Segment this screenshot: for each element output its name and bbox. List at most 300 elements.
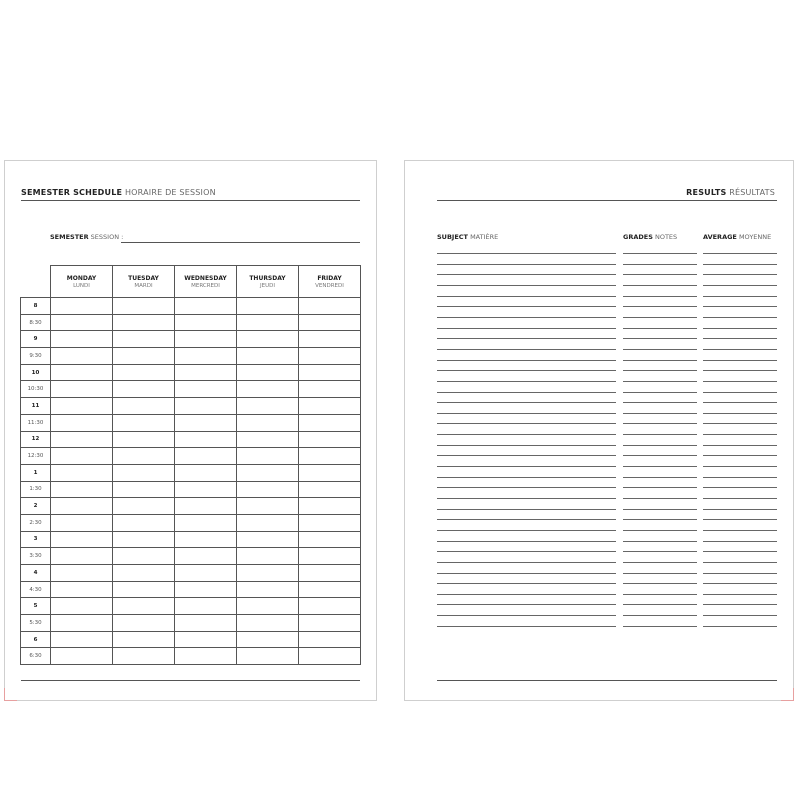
time-label: 5:30 [21, 615, 51, 632]
schedule-cell[interactable] [237, 615, 299, 632]
schedule-cell[interactable] [237, 298, 299, 315]
day-name-en: TUESDAY [128, 274, 159, 282]
time-label: 6:30 [21, 648, 51, 665]
time-row [21, 381, 361, 398]
subject-line[interactable] [437, 562, 616, 563]
subject-line[interactable] [437, 455, 616, 456]
average-line[interactable] [703, 264, 777, 265]
schedule-cell[interactable] [175, 331, 237, 348]
time-row [21, 448, 361, 465]
subject-line[interactable] [437, 466, 616, 467]
results-title-en: RESULTS [686, 188, 727, 197]
grades-line[interactable] [623, 381, 697, 382]
schedule-cell[interactable] [51, 414, 113, 431]
schedule-cell[interactable] [51, 498, 113, 515]
subject-line[interactable] [437, 285, 616, 286]
grades-header-en: GRADES [623, 233, 653, 241]
grades-line[interactable] [623, 615, 697, 616]
schedule-cell[interactable] [113, 448, 175, 465]
subject-line[interactable] [437, 392, 616, 393]
schedule-cell[interactable] [299, 615, 361, 632]
schedule-cell[interactable] [237, 565, 299, 582]
time-label: 12:30 [21, 448, 51, 465]
grades-line[interactable] [623, 519, 697, 520]
subject-line[interactable] [437, 402, 616, 403]
schedule-cell[interactable] [113, 648, 175, 665]
average-line[interactable] [703, 328, 777, 329]
subject-line[interactable] [437, 445, 616, 446]
time-row [21, 314, 361, 331]
subject-line[interactable] [437, 338, 616, 339]
grades-line[interactable] [623, 317, 697, 318]
day-name-fr: JEUDI [260, 282, 275, 289]
schedule-cell[interactable] [175, 398, 237, 415]
subject-line[interactable] [437, 317, 616, 318]
subject-line[interactable] [437, 381, 616, 382]
schedule-cell[interactable] [51, 381, 113, 398]
page-corner-mark [4, 688, 17, 701]
schedule-cell[interactable] [113, 398, 175, 415]
subject-line[interactable] [437, 626, 616, 627]
header-corner [21, 266, 51, 298]
grades-line[interactable] [623, 551, 697, 552]
semester-label-en: SEMESTER [50, 233, 89, 241]
schedule-cell[interactable] [51, 431, 113, 448]
schedule-cell[interactable] [299, 431, 361, 448]
grades-line[interactable] [623, 360, 697, 361]
subject-column-header [437, 233, 498, 241]
average-line[interactable] [703, 573, 777, 574]
average-line[interactable] [703, 509, 777, 510]
schedule-cell[interactable] [175, 481, 237, 498]
time-label: 2:30 [21, 514, 51, 531]
average-line[interactable] [703, 445, 777, 446]
time-label: 4 [21, 565, 51, 582]
results-title [686, 188, 775, 197]
average-column-header [703, 233, 771, 241]
schedule-cell[interactable] [237, 364, 299, 381]
schedule-cell[interactable] [51, 648, 113, 665]
schedule-cell[interactable] [51, 514, 113, 531]
schedule-cell[interactable] [113, 481, 175, 498]
time-row [21, 331, 361, 348]
average-line[interactable] [703, 392, 777, 393]
subject-line[interactable] [437, 296, 616, 297]
schedule-cell[interactable] [299, 548, 361, 565]
day-header-friday [299, 266, 361, 298]
grades-line[interactable] [623, 349, 697, 350]
grades-line[interactable] [623, 370, 697, 371]
day-name-fr: MARDI [134, 282, 153, 289]
subject-line[interactable] [437, 604, 616, 605]
grades-line[interactable] [623, 285, 697, 286]
time-label: 4:30 [21, 581, 51, 598]
schedule-title [21, 188, 216, 197]
subject-line[interactable] [437, 274, 616, 275]
schedule-cell[interactable] [237, 331, 299, 348]
day-header-wednesday [175, 266, 237, 298]
schedule-title-en: SEMESTER SCHEDULE [21, 188, 123, 197]
grades-line[interactable] [623, 498, 697, 499]
grades-line[interactable] [623, 626, 697, 627]
grades-line[interactable] [623, 487, 697, 488]
results-title-rule [437, 200, 777, 201]
subject-line[interactable] [437, 615, 616, 616]
average-line[interactable] [703, 274, 777, 275]
grades-line[interactable] [623, 264, 697, 265]
subject-line[interactable] [437, 509, 616, 510]
schedule-cell[interactable] [175, 531, 237, 548]
average-line[interactable] [703, 349, 777, 350]
average-line[interactable] [703, 413, 777, 414]
grades-line[interactable] [623, 338, 697, 339]
subject-header-fr: MATIÈRE [470, 233, 499, 241]
day-name-en: MONDAY [66, 274, 97, 282]
subject-line[interactable] [437, 413, 616, 414]
schedule-cell[interactable] [237, 414, 299, 431]
schedule-cell[interactable] [51, 481, 113, 498]
schedule-body [21, 298, 361, 665]
subject-line[interactable] [437, 583, 616, 584]
schedule-cell[interactable] [113, 531, 175, 548]
schedule-cell[interactable] [51, 598, 113, 615]
schedule-cell[interactable] [175, 615, 237, 632]
time-label: 11 [21, 398, 51, 415]
subject-header-en: SUBJECT [437, 233, 468, 241]
schedule-cell[interactable] [237, 548, 299, 565]
grades-line[interactable] [623, 583, 697, 584]
schedule-cell[interactable] [299, 298, 361, 315]
results-page [404, 160, 794, 701]
average-line[interactable] [703, 360, 777, 361]
day-name-fr: VENDREDI [315, 282, 344, 289]
grades-line[interactable] [623, 328, 697, 329]
schedule-cell[interactable] [113, 348, 175, 365]
schedule-cell[interactable] [51, 314, 113, 331]
grades-line[interactable] [623, 253, 697, 254]
average-line[interactable] [703, 306, 777, 307]
schedule-cell[interactable] [299, 348, 361, 365]
schedule-cell[interactable] [299, 631, 361, 648]
average-line[interactable] [703, 530, 777, 531]
semester-label-fr: SESSION : [90, 233, 124, 241]
schedule-cell[interactable] [299, 381, 361, 398]
schedule-cell[interactable] [51, 531, 113, 548]
schedule-cell[interactable] [51, 331, 113, 348]
schedule-cell[interactable] [299, 314, 361, 331]
schedule-cell[interactable] [175, 648, 237, 665]
grades-line[interactable] [623, 541, 697, 542]
average-line[interactable] [703, 434, 777, 435]
schedule-cell[interactable] [237, 348, 299, 365]
day-name-fr: MERCREDI [191, 282, 220, 289]
schedule-cell[interactable] [51, 464, 113, 481]
subject-line[interactable] [437, 594, 616, 595]
time-row [21, 481, 361, 498]
schedule-cell[interactable] [299, 331, 361, 348]
time-row [21, 414, 361, 431]
schedule-cell[interactable] [237, 464, 299, 481]
average-line[interactable] [703, 423, 777, 424]
average-line[interactable] [703, 317, 777, 318]
schedule-cell[interactable] [299, 648, 361, 665]
grades-line[interactable] [623, 594, 697, 595]
subject-line[interactable] [437, 519, 616, 520]
schedule-cell[interactable] [299, 364, 361, 381]
day-name-fr: LUNDI [73, 282, 90, 289]
schedule-cell[interactable] [237, 431, 299, 448]
schedule-cell[interactable] [175, 581, 237, 598]
schedule-cell[interactable] [113, 298, 175, 315]
average-line[interactable] [703, 541, 777, 542]
time-label: 10 [21, 364, 51, 381]
schedule-cell[interactable] [299, 531, 361, 548]
schedule-cell[interactable] [175, 348, 237, 365]
grades-line[interactable] [623, 434, 697, 435]
time-row [21, 464, 361, 481]
time-label: 2 [21, 498, 51, 515]
schedule-cell[interactable] [237, 648, 299, 665]
schedule-cell[interactable] [51, 565, 113, 582]
results-title-fr: RÉSULTATS [729, 188, 775, 197]
time-row [21, 548, 361, 565]
schedule-cell[interactable] [113, 498, 175, 515]
time-label: 3 [21, 531, 51, 548]
subject-line[interactable] [437, 253, 616, 254]
time-label: 9 [21, 331, 51, 348]
time-label: 8 [21, 298, 51, 315]
schedule-cell[interactable] [113, 514, 175, 531]
schedule-cell[interactable] [51, 548, 113, 565]
grades-line[interactable] [623, 306, 697, 307]
schedule-cell[interactable] [113, 615, 175, 632]
time-row [21, 631, 361, 648]
schedule-cell[interactable] [237, 514, 299, 531]
time-row [21, 514, 361, 531]
schedule-cell[interactable] [113, 631, 175, 648]
time-row [21, 615, 361, 632]
schedule-cell[interactable] [175, 431, 237, 448]
schedule-header-row [21, 266, 361, 298]
subject-line[interactable] [437, 541, 616, 542]
average-line[interactable] [703, 626, 777, 627]
schedule-cell[interactable] [237, 631, 299, 648]
grades-line[interactable] [623, 573, 697, 574]
schedule-cell[interactable] [237, 314, 299, 331]
day-name-en: THURSDAY [249, 274, 286, 282]
schedule-cell[interactable] [299, 464, 361, 481]
subject-line[interactable] [437, 477, 616, 478]
grades-line[interactable] [623, 413, 697, 414]
schedule-cell[interactable] [237, 531, 299, 548]
average-line[interactable] [703, 402, 777, 403]
grades-line[interactable] [623, 274, 697, 275]
schedule-cell[interactable] [113, 414, 175, 431]
schedule-cell[interactable] [237, 398, 299, 415]
time-row [21, 531, 361, 548]
subject-line[interactable] [437, 328, 616, 329]
schedule-cell[interactable] [175, 314, 237, 331]
schedule-cell[interactable] [175, 414, 237, 431]
schedule-cell[interactable] [113, 565, 175, 582]
schedule-cell[interactable] [175, 598, 237, 615]
schedule-cell[interactable] [299, 581, 361, 598]
schedule-cell[interactable] [299, 414, 361, 431]
schedule-cell[interactable] [175, 298, 237, 315]
schedule-cell[interactable] [113, 381, 175, 398]
subject-line[interactable] [437, 530, 616, 531]
schedule-cell[interactable] [51, 581, 113, 598]
day-name-en: FRIDAY [317, 274, 342, 282]
time-row [21, 581, 361, 598]
schedule-cell[interactable] [175, 464, 237, 481]
average-line[interactable] [703, 615, 777, 616]
schedule-cell[interactable] [113, 314, 175, 331]
schedule-cell[interactable] [175, 448, 237, 465]
schedule-cell[interactable] [113, 581, 175, 598]
schedule-title-fr: HORAIRE DE SESSION [124, 188, 216, 197]
schedule-cell[interactable] [113, 331, 175, 348]
average-line[interactable] [703, 296, 777, 297]
schedule-cell[interactable] [237, 581, 299, 598]
time-row [21, 398, 361, 415]
schedule-cell[interactable] [299, 514, 361, 531]
schedule-cell[interactable] [237, 481, 299, 498]
subject-line[interactable] [437, 498, 616, 499]
results-bottom-rule [437, 680, 777, 681]
grades-line[interactable] [623, 445, 697, 446]
schedule-cell[interactable] [113, 364, 175, 381]
time-label: 11:30 [21, 414, 51, 431]
day-header-monday [51, 266, 113, 298]
average-line[interactable] [703, 285, 777, 286]
schedule-cell[interactable] [51, 615, 113, 632]
title-rule [21, 200, 360, 201]
average-line[interactable] [703, 604, 777, 605]
subject-line[interactable] [437, 264, 616, 265]
schedule-cell[interactable] [51, 348, 113, 365]
schedule-cell[interactable] [175, 381, 237, 398]
schedule-cell[interactable] [237, 498, 299, 515]
schedule-cell[interactable] [175, 514, 237, 531]
schedule-page [4, 160, 377, 701]
time-row [21, 364, 361, 381]
schedule-cell[interactable] [299, 481, 361, 498]
schedule-cell[interactable] [299, 598, 361, 615]
grades-line[interactable] [623, 466, 697, 467]
average-line[interactable] [703, 455, 777, 456]
average-line[interactable] [703, 487, 777, 488]
subject-line[interactable] [437, 306, 616, 307]
time-label: 1:30 [21, 481, 51, 498]
time-label: 8:30 [21, 314, 51, 331]
bottom-rule [21, 680, 360, 681]
schedule-cell[interactable] [51, 631, 113, 648]
time-label: 1 [21, 464, 51, 481]
schedule-cell[interactable] [113, 464, 175, 481]
grades-line[interactable] [623, 392, 697, 393]
schedule-cell[interactable] [113, 598, 175, 615]
schedule-cell[interactable] [237, 598, 299, 615]
time-label: 10:30 [21, 381, 51, 398]
average-line[interactable] [703, 562, 777, 563]
grades-line[interactable] [623, 423, 697, 424]
schedule-cell[interactable] [175, 364, 237, 381]
schedule-cell[interactable] [175, 498, 237, 515]
day-name-en: WEDNESDAY [184, 274, 227, 282]
semester-label [50, 233, 123, 241]
day-header-tuesday [113, 266, 175, 298]
grades-line[interactable] [623, 477, 697, 478]
average-line[interactable] [703, 370, 777, 371]
grades-line[interactable] [623, 509, 697, 510]
subject-line[interactable] [437, 551, 616, 552]
average-line[interactable] [703, 338, 777, 339]
subject-line[interactable] [437, 434, 616, 435]
average-line[interactable] [703, 498, 777, 499]
schedule-cell[interactable] [51, 298, 113, 315]
grades-line[interactable] [623, 530, 697, 531]
grades-line[interactable] [623, 402, 697, 403]
schedule-cell[interactable] [299, 498, 361, 515]
time-label: 9:30 [21, 348, 51, 365]
average-header-fr: MOYENNE [738, 233, 772, 241]
schedule-cell[interactable] [113, 548, 175, 565]
schedule-cell[interactable] [299, 398, 361, 415]
grades-line[interactable] [623, 455, 697, 456]
schedule-cell[interactable] [237, 448, 299, 465]
schedule-cell[interactable] [113, 431, 175, 448]
average-header-en: AVERAGE [703, 233, 737, 241]
time-row [21, 648, 361, 665]
grades-line[interactable] [623, 296, 697, 297]
schedule-cell[interactable] [175, 548, 237, 565]
average-line[interactable] [703, 519, 777, 520]
subject-line[interactable] [437, 573, 616, 574]
schedule-cell[interactable] [299, 448, 361, 465]
subject-line[interactable] [437, 360, 616, 361]
grades-column-header [623, 233, 677, 241]
schedule-cell[interactable] [299, 565, 361, 582]
schedule-cell[interactable] [237, 381, 299, 398]
time-row [21, 298, 361, 315]
grades-line[interactable] [623, 562, 697, 563]
day-header-thursday [237, 266, 299, 298]
average-line[interactable] [703, 477, 777, 478]
average-line[interactable] [703, 381, 777, 382]
schedule-cell[interactable] [51, 364, 113, 381]
schedule-cell[interactable] [51, 398, 113, 415]
semester-input-line[interactable] [121, 242, 360, 243]
schedule-table [20, 265, 361, 665]
schedule-cell[interactable] [175, 631, 237, 648]
grades-line[interactable] [623, 604, 697, 605]
time-row [21, 431, 361, 448]
average-line[interactable] [703, 253, 777, 254]
schedule-cell[interactable] [51, 448, 113, 465]
schedule-cell[interactable] [175, 565, 237, 582]
subject-line[interactable] [437, 349, 616, 350]
subject-line[interactable] [437, 370, 616, 371]
subject-line[interactable] [437, 423, 616, 424]
average-line[interactable] [703, 583, 777, 584]
subject-line[interactable] [437, 487, 616, 488]
average-line[interactable] [703, 551, 777, 552]
time-label: 5 [21, 598, 51, 615]
average-line[interactable] [703, 466, 777, 467]
average-line[interactable] [703, 594, 777, 595]
time-label: 3:30 [21, 548, 51, 565]
